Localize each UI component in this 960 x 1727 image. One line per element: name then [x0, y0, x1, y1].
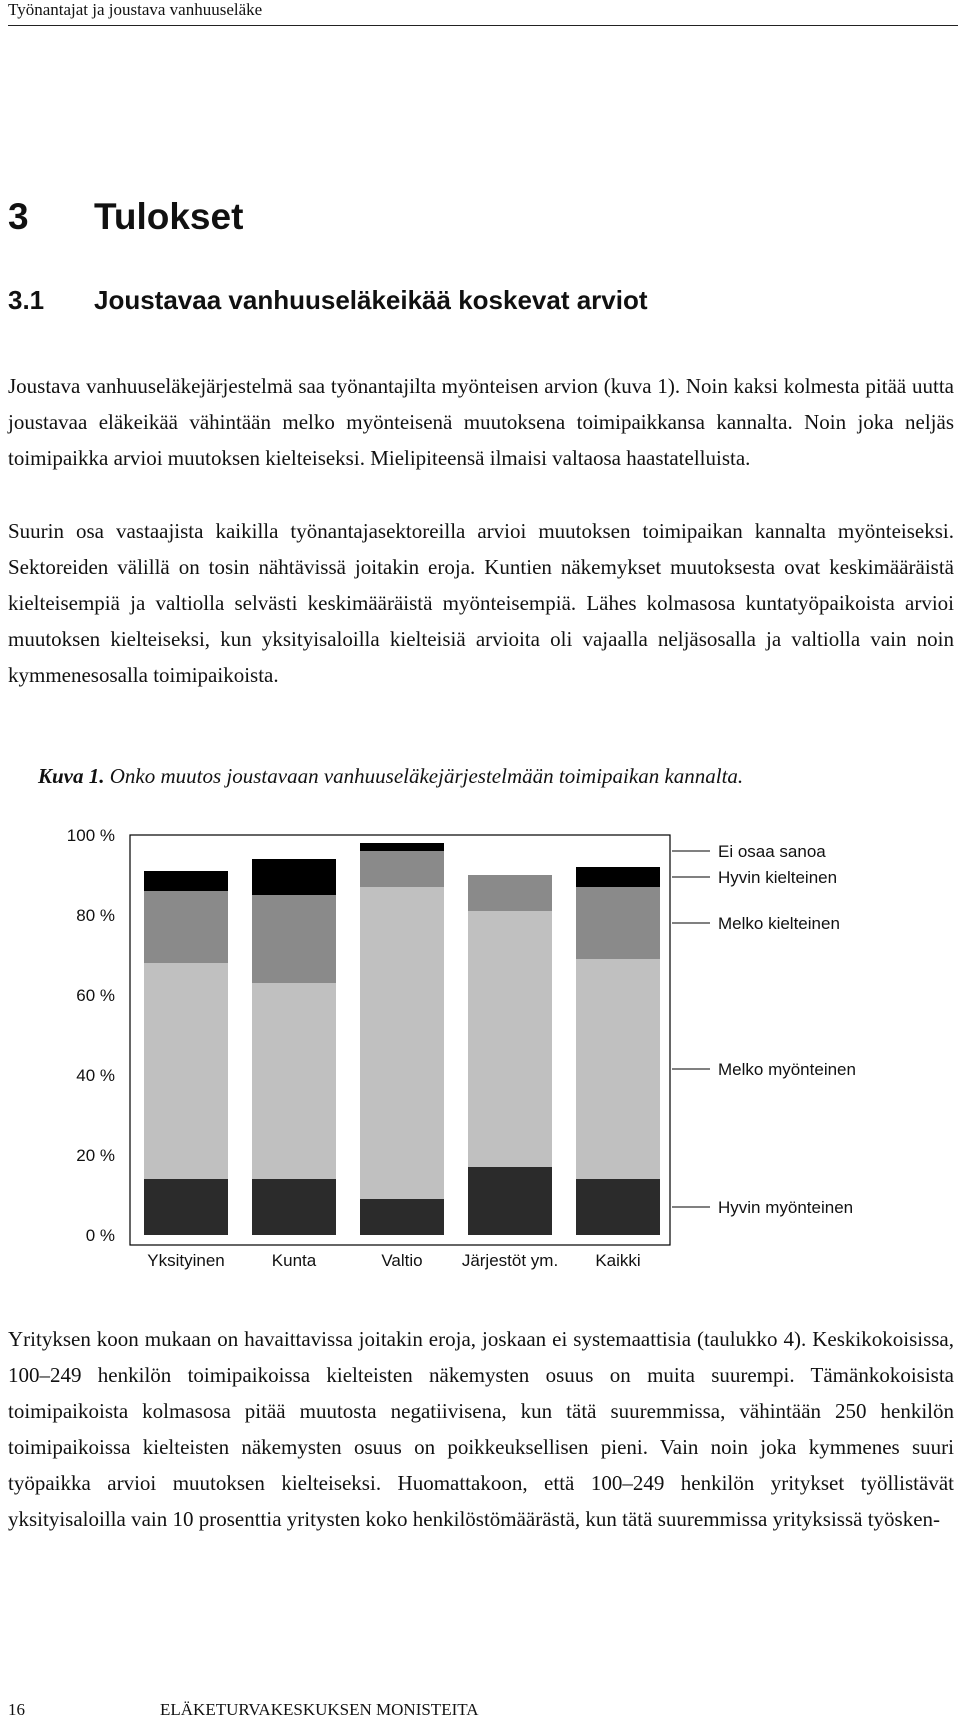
y-tick-label: 40 % [76, 1066, 115, 1085]
running-header [8, 0, 958, 26]
bar-segment [360, 843, 444, 851]
bar-segment [144, 1179, 228, 1235]
x-category-label: Kunta [271, 1251, 317, 1270]
x-category-label: Kaikki [595, 1251, 641, 1270]
bar-segment [252, 983, 336, 1179]
figure-caption-text: Onko muutos joustavaan vanhuuseläkejärjestelmään toimipaikan kannalta. [109, 764, 744, 788]
bar-segment [576, 887, 660, 959]
y-tick-label: 100 % [66, 826, 115, 845]
bar-segment [360, 1199, 444, 1235]
y-tick-label: 60 % [76, 986, 115, 1005]
bar-segment [252, 1179, 336, 1235]
subsection-heading [8, 285, 648, 316]
bar-segment [576, 867, 660, 887]
bar-segment [360, 887, 444, 1199]
bar-segment [576, 1179, 660, 1235]
paragraph-2: Suurin osa vastaajista kaikilla työnantajasektoreilla arvioi muutoksen toimipaikan kannalta myönteiseksi. Sektoreiden välillä on tosin nähtävissä joitakin eroja. Kuntien näkemykset muutoksesta ovat keskimääräistä kielteisempiä ja valtiolla selvästi keskimääräistä myönteisempiä. Lähes kolmasosa kuntatyöpaikoista arvioi muutoksen kielteiseksi, kun yksityisaloilla kielteisiä arvioita oli vajaalla neljäsosalla ja valtiolla vain noin kymmenesosalla toimipaikoista. [8, 519, 954, 687]
figure-label: Kuva 1. [38, 764, 105, 788]
bar-segment [468, 875, 552, 911]
legend-label: Melko myönteinen [718, 1060, 856, 1079]
bar-segment [360, 851, 444, 887]
page-number: 16 [8, 1700, 25, 1719]
subsection-title: Joustavaa vanhuuseläkeikää koskevat arviot [94, 285, 648, 315]
y-tick-label: 0 % [85, 1226, 115, 1245]
subsection-number: 3.1 [8, 285, 45, 315]
section-title: Tulokset [94, 196, 244, 237]
section-number: 3 [8, 196, 29, 237]
paragraph-3: Yrityksen koon mukaan on havaittavissa joitakin eroja, joskaan ei systemaattisia (taulukko 4). Keskikokoisissa, 100–249 henkilön toimipaikoissa kielteisten näkemysten osuus on muita suurempi. Tämänkokoisista toimipaikoista kolmasosa pitää muutosta negatiivisena, kun tätä suuremmissa, vähintään 250 henkilön toimipaikoissa kielteisten näkemysten osuus on poikkeuksellisen pieni. Vain noin joka kymmenes suuri työpaikka arvioi muutoksen kielteiseksi. Huomattakoon, että 100–249 henkilön yritykset työllistävät yksityisaloilla vain 10 prosenttia yritysten koko henkilöstömäärästä, kun tätä suuremmissa yrityksissä työsken- [8, 1327, 954, 1531]
legend-label: Hyvin kielteinen [718, 868, 838, 887]
running-title: Työnantajat ja joustava vanhuuseläke [8, 0, 263, 19]
x-category-label: Valtio [381, 1251, 423, 1270]
legend-label: Melko kielteinen [718, 914, 840, 933]
paragraph-1: Joustava vanhuuseläkejärjestelmä saa työnantajilta myönteisen arvion (kuva 1). Noin kaksi kolmesta pitää uutta joustavaa eläkeikää vähintään melko myönteisenä muutoksena toimipaikkansa kannalta. Noin joka neljäs toimipaikka arvioi muutoksen kielteiseksi. Mielipiteensä ilmaisi valtaosa haastatelluista. [8, 374, 954, 470]
x-category-label: Yksityinen [147, 1251, 225, 1270]
bar-segment [144, 891, 228, 963]
figure-caption [38, 764, 743, 789]
bar-segment [144, 963, 228, 1179]
bar-segment [252, 895, 336, 983]
y-tick-label: 80 % [76, 906, 115, 925]
stacked-bar-chart [0, 820, 960, 1290]
bar-segment [252, 859, 336, 895]
x-category-label: Järjestöt ym. [461, 1251, 559, 1270]
bar-segment [144, 871, 228, 891]
publication-series: ELÄKETURVAKESKUKSEN MONISTEITA [160, 1700, 479, 1719]
y-tick-label: 20 % [76, 1146, 115, 1165]
bar-segment [468, 1167, 552, 1235]
legend-label: Hyvin myönteinen [718, 1198, 854, 1217]
legend-label: Ei osaa sanoa [718, 842, 826, 861]
section-heading [8, 196, 243, 238]
bar-segment [576, 959, 660, 1179]
bar-segment [468, 911, 552, 1167]
